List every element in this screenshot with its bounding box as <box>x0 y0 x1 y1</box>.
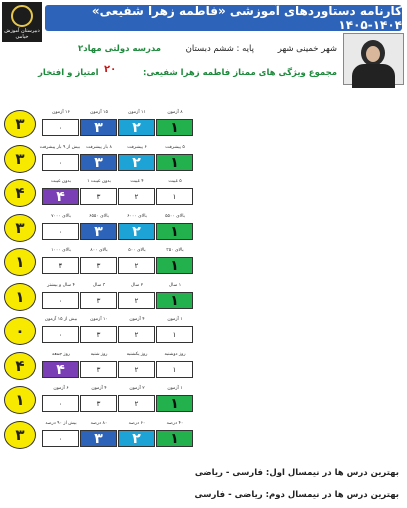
logo-emblem-icon <box>11 5 33 27</box>
level-label: بالای ۵۵۰۰ <box>165 214 185 219</box>
score-circle: ۳ <box>4 214 36 242</box>
page-title-banner <box>45 5 402 31</box>
level-scale <box>42 248 195 274</box>
level-label: بالای ۷۰۰۰ <box>51 214 71 219</box>
level-label: بالای ۶۰۰۰ <box>127 214 147 219</box>
student-city: شهر خمینی شهر <box>277 44 337 54</box>
level-scale <box>39 145 195 171</box>
level-scale <box>42 110 195 136</box>
level-label: ۱۱ آزمون <box>128 110 146 115</box>
features-unit: امتیاز و افتخار <box>38 68 99 78</box>
student-school: مدرسه دولتی مهاد۲ <box>78 44 162 54</box>
level-cell: ۳ <box>80 119 117 136</box>
level-cell: ۰ <box>42 154 79 171</box>
level-label: روز دوشنبه <box>164 352 186 357</box>
score-circle: ۴ <box>4 179 36 207</box>
level-label: ۴ سال و بیشتر <box>47 283 75 288</box>
best-subjects-second-term: بهترین درس ها در نیمسال دوم: ریاضی - فارسی <box>194 490 399 500</box>
logo <box>2 2 42 42</box>
level-label: ۶ پیشرفت <box>127 145 147 150</box>
level-cell: ۱ <box>156 430 193 447</box>
features-label: مجموع ویژگی های ممتاز فاطمه زهرا شفیعی: <box>142 68 337 78</box>
level-cell: ۱ <box>156 188 193 205</box>
level-cell: ۱ <box>156 326 193 343</box>
level-label: ۴ آزمون <box>129 317 145 322</box>
level-scale <box>42 283 195 309</box>
level-cell: ۲ <box>118 257 155 274</box>
level-label: بدون غیبت ۱ <box>87 179 111 184</box>
level-label: ۱ آزمون <box>167 317 183 322</box>
level-label: ۱۶ آزمون <box>52 110 70 115</box>
level-cell: ۰ <box>42 326 79 343</box>
level-label: بالای ۱۰۰۰ <box>51 248 71 253</box>
level-label: ۶ آزمون <box>53 386 69 391</box>
level-label: ۲ سال <box>130 283 144 288</box>
level-cell: ۱ <box>156 361 193 378</box>
level-scale <box>42 317 195 343</box>
level-cell: ۲ <box>118 154 155 171</box>
level-label: ۱ سال <box>168 283 182 288</box>
level-cell: ۲ <box>118 188 155 205</box>
level-cell: ۱ <box>156 292 193 309</box>
level-label: ۶۰ درصد <box>128 421 146 426</box>
best-subjects-first-term: بهترین درس ها در نیمسال اول: فارسی - ریاضی <box>194 468 399 478</box>
score-circle: ۱ <box>4 386 36 414</box>
logo-caption: دبیرستان آموزش خیامی <box>4 28 40 40</box>
level-label: ۵ غیبت <box>168 179 182 184</box>
level-label: بالای ۶۵۵۰ <box>89 214 109 219</box>
level-cell: ۳ <box>80 223 117 240</box>
level-cell: ۱ <box>156 119 193 136</box>
features-value: ۲۰ <box>104 64 117 75</box>
level-label: ۱۰ آزمون <box>90 317 108 322</box>
level-cell: ۰ <box>42 430 79 447</box>
level-cell: ۳ <box>80 257 117 274</box>
level-label: بالای ۸۰۰ <box>90 248 108 253</box>
level-label: بیش از ۹۰ درصد <box>45 421 77 426</box>
score-circle: ۱ <box>4 283 36 311</box>
level-cell: ۲ <box>118 395 155 412</box>
level-label: ۸۰ درصد <box>90 421 108 426</box>
level-label: بالای ۳۵۰ <box>166 248 184 253</box>
level-cell: ۱ <box>156 395 193 412</box>
level-label: بدون غیبت <box>50 179 71 184</box>
level-label: ۳ سال <box>92 283 106 288</box>
level-label: روز جمعه <box>52 352 70 357</box>
level-cell: ۳ <box>80 361 117 378</box>
level-label: ۸ بار پیشرفت <box>86 145 112 150</box>
level-label: ۴ آزمون <box>91 386 107 391</box>
level-label: روز شنبه <box>90 352 108 357</box>
student-grade: پایه : ششم دبستان <box>185 44 254 54</box>
score-circle: ۱ <box>4 248 36 276</box>
level-cell: ۰ <box>42 119 79 136</box>
level-label: ۲ آزمون <box>129 386 145 391</box>
level-cell: ۳ <box>80 326 117 343</box>
level-cell: ۳ <box>80 188 117 205</box>
level-cell: ۳ <box>80 395 117 412</box>
level-label: ۵ پیشرفت <box>165 145 185 150</box>
level-cell: ۲ <box>118 223 155 240</box>
page-title: کارنامه دستاوردهای آموزشی «فاطمه زهرا شفیعی» ۱۴۰۴-۱۴۰۵ <box>91 4 402 32</box>
level-label: ۴۰ درصد <box>166 421 184 426</box>
level-scale <box>42 421 195 447</box>
level-scale <box>42 214 195 240</box>
score-circle: ۰ <box>4 317 36 345</box>
student-photo <box>343 33 404 85</box>
level-cell: ۲ <box>118 430 155 447</box>
score-circle: ۳ <box>4 421 36 449</box>
level-label: ۱ آزمون <box>167 386 183 391</box>
level-cell: ۱ <box>156 223 193 240</box>
level-cell: ۳ <box>80 154 117 171</box>
level-label: بیش از ۱۵ آزمون <box>44 317 78 322</box>
level-scale <box>42 352 195 378</box>
score-circle: ۳ <box>4 110 36 138</box>
level-cell: ۲ <box>118 292 155 309</box>
level-cell: ۰ <box>42 292 79 309</box>
level-label: بیش از ۹ بار پیشرفت <box>39 145 80 150</box>
level-cell: ۲ <box>118 326 155 343</box>
level-cell: ۰ <box>42 395 79 412</box>
score-circle: ۴ <box>4 352 36 380</box>
level-label: روز یکشنبه <box>126 352 148 357</box>
score-circle: ۳ <box>4 145 36 173</box>
level-cell: ۴ <box>42 188 79 205</box>
level-label: ۴ غیبت <box>130 179 144 184</box>
level-scale <box>42 386 195 412</box>
level-cell: ۱ <box>156 154 193 171</box>
level-cell: ۰ <box>42 223 79 240</box>
level-label: ۸ آزمون <box>167 110 183 115</box>
level-cell: ۱ <box>156 257 193 274</box>
level-scale <box>42 179 195 205</box>
level-label: بالای ۵۰۰ <box>128 248 146 253</box>
level-cell: ۴ <box>42 257 79 274</box>
level-cell: ۴ <box>42 361 79 378</box>
level-cell: ۲ <box>118 119 155 136</box>
level-cell: ۳ <box>80 430 117 447</box>
level-cell: ۲ <box>118 361 155 378</box>
level-label: ۱۵ آزمون <box>90 110 108 115</box>
level-cell: ۳ <box>80 292 117 309</box>
